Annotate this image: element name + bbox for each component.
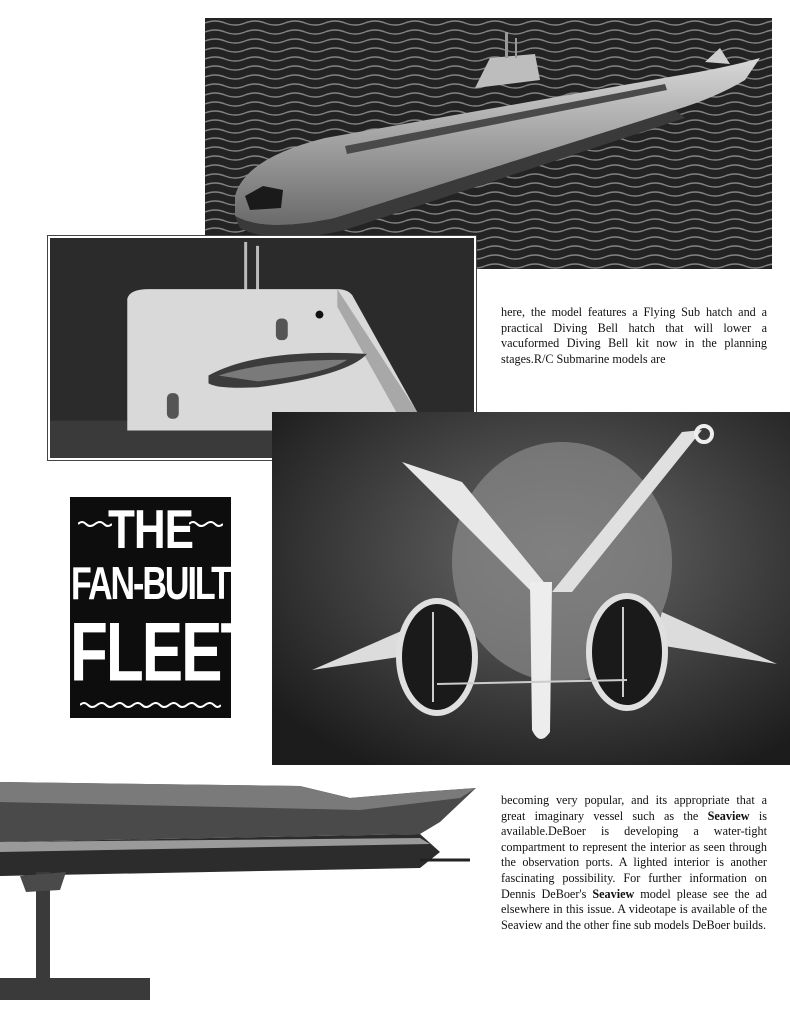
title-line-fleet: FLEET: [70, 606, 257, 700]
article-text-part2: is available.DeBoer is developing a water-tight compartment to represent the interior as seen through the observation ports. A lighted interior is another fascinating possibility. For further information on Dennis DeBoer's: [501, 808, 767, 901]
seaview-name-bold: Seaview: [592, 886, 635, 901]
submarine-side-model-on-stand-photo: [0, 772, 476, 1000]
article-text-part3: model please see the ad elsewhere in this issue. A videotape is available of the Seaview and the other fine sub models DeBoer builds.: [501, 886, 767, 932]
article-text-top: [501, 305, 767, 367]
submarine-on-water-photo: [205, 18, 772, 269]
title-line-the: THE: [108, 499, 193, 561]
article-text-bottom: [501, 793, 767, 933]
article-paragraph-top: here, the model features a Flying Sub hatch and a practical Diving Bell hatch that will lower a vacuformed Diving Bell kit now in the planning stages.R/C Submarine models are: [501, 305, 767, 366]
title-line-fan-built: FAN-BUILT: [71, 558, 230, 610]
article-title-box: [70, 497, 257, 718]
article-text-part1: becoming very popular, and its appropriate that a great imaginary vessel such as the: [501, 793, 767, 823]
seaview-name-bold: Seaview: [707, 808, 750, 823]
wave-ornament-icon: [80, 700, 221, 710]
submarine-tail-fins-photo: [272, 412, 790, 765]
